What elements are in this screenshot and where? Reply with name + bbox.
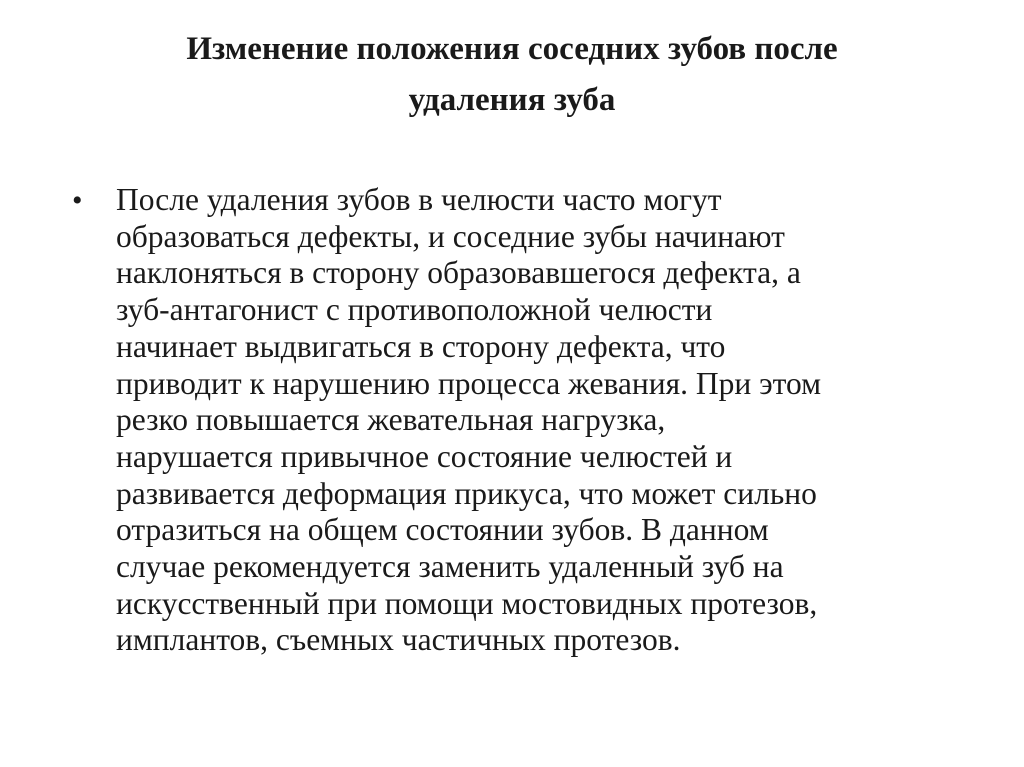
slide-title [80,24,944,126]
paragraph-line: резко повышается жевательная нагрузка, [116,402,666,438]
paragraph-line: имплантов, съемных частичных протезов. [116,622,681,658]
paragraph-line: приводит к нарушению процесса жевания. При этом [116,365,822,401]
paragraph-line: образоваться дефекты, и соседние зубы начинают [116,218,785,254]
title-line: удаления зуба [408,82,616,118]
bullet-paragraph [116,182,976,659]
paragraph-line: наклоняться в сторону образовавшегося дефекта, а [116,255,801,291]
paragraph-line: искусственный при помощи мостовидных протезов, [116,585,818,621]
paragraph-line: отразиться на общем состоянии зубов. В данном [116,512,769,548]
paragraph-line: случае рекомендуется заменить удаленный зуб на [116,549,784,585]
paragraph-line: зуб-антагонист с противоположной челюсти [116,292,713,328]
bullet-item [72,182,976,659]
paragraph-line: развивается деформация прикуса, что может сильно [116,475,817,511]
title-line: Изменение положения соседних зубов после [186,31,838,67]
paragraph-line: нарушается привычное состояние челюстей и [116,438,733,474]
paragraph-line: После удаления зубов в челюсти часто могут [116,182,722,217]
bullet-dot-icon: • [72,184,83,217]
paragraph-line: начинает выдвигаться в сторону дефекта, что [116,328,726,364]
